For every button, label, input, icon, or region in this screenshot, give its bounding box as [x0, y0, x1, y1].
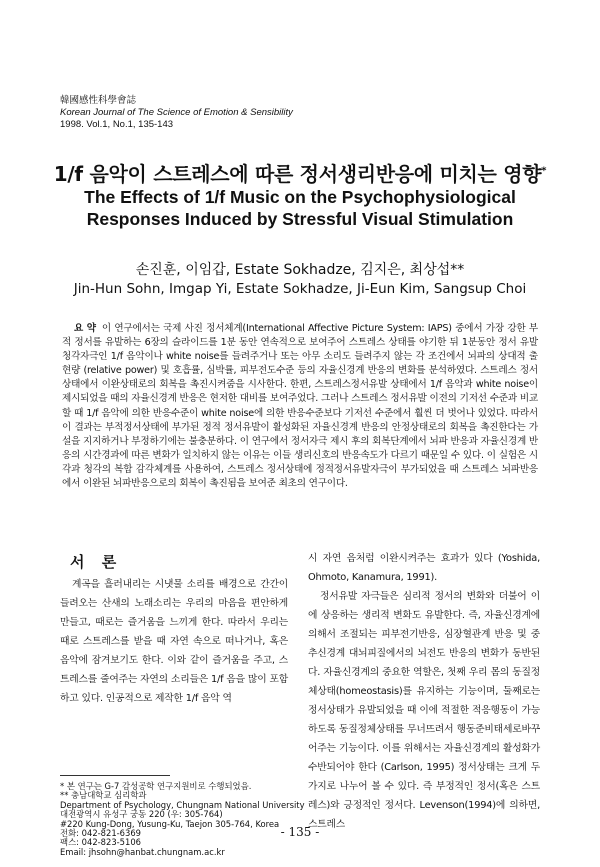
intro-paragraph-right-1: 시 자연 음처럼 이완시켜주는 효과가 있다 (Yoshida, Ohmoto, Kanamura, 1991).	[308, 553, 540, 583]
title-korean-text: 1/f 음악이 스트레스에 따른 정서생리반응에 미치는 영향	[53, 162, 542, 186]
left-column	[60, 549, 288, 708]
authors-korean: 손진훈, 이임갑, Estate Sokhadze, 김지은, 최상섭**	[135, 262, 465, 278]
authors-english: Jin-Hun Sohn, Imgap Yi, Estate Sokhadze, Ji-Eun Kim, Sangsup Choi	[73, 281, 527, 297]
abstract-text: 이 연구에서는 국제 사진 정서체계(International Affective Picture System: IAPS) 중에서 가장 강한 부적 정서를 유발하는 6장의 슬라이드를 1분 동안 연속적으로 보여주어 스트레스 상태를 야기한 뒤 1분동안 정서 유발 청각자극인 1/f 음악이나 white noise를 들려주거나 또는 아무 소리도 들려주지 않는 각 조건에서 뇌파의 상대적 출현량 (relative power) 및 호흡률, 심박률, 피부전도수준 등의 자율신경계 반응의 변화를 분석하였다. 스트레스 정서 상태에서 이완상태로의 회복을 촉진시켜줌을 시사한다. 한편, 스트레스정서유발 상태에서 1/f 음악과 white noise이 제시되었을 때의 자율신경계 반응은 현저한 대비를 보여주었다. 그러나 스트레스 정서유발 이전의 기저선 수준과 비교할 때 1/f 음악에 의한 반응수준이 white noise에 의한 반응수준보다 기저선 수준에서 훨씬 더 벗어나 있었다. 따라서 이 결과는 부적정서상태에 부가된 정적 정서유발이 활성화된 자율신경계 반응의 안정상태로의 회복을 촉진한다는 가설을 지지하거나 부정하기에는 불충분하다. 이 연구에서 정서자극 제시 후의 회복단계에서 뇌파 반응과 자율신경계 반응의 시간경과에 따른 변화가 일치하지 않는 이유는 이들 생리신호의 반응속도가 다르기 때문일 수 있다. 이 실험은 시각과 청각의 복합 감각체계를 사용하여, 스트레스 정서상태에 정적정서유발자극이 부가되었을 때 스트레스 뇌파반응에서 이완된 뇌파반응으로의 회복이 촉진됨을 보여준 최초의 연구이다.	[62, 323, 538, 490]
title-footnote-mark: *	[541, 165, 547, 177]
footnote-fax: 팩스: 042-823-5106	[60, 837, 141, 848]
page-number: - 135 -	[280, 825, 320, 839]
journal-citation: 1998. Vol.1, No.1, 135-143	[60, 119, 174, 130]
footnote-email: Email: jhsohn@hanbat.chungnam.ac.kr	[60, 846, 225, 857]
footnote-funding: * 본 연구는 G-7 감성공학 연구지원비로 수행되었음.	[60, 781, 252, 791]
abstract-label: 요 약	[74, 323, 96, 334]
footnote-department: Department of Psychology, Chungnam National University	[60, 799, 305, 810]
footnote-divider	[60, 775, 170, 776]
section-heading-introduction: 서 론	[70, 553, 123, 571]
title-english-line1: The Effects of 1/f Music on the Psychophysiological	[84, 187, 516, 207]
journal-name-english: Korean Journal of The Science of Emotion & Sensibility	[60, 107, 293, 118]
footnote-affiliation: ** 충남대학교 심리학과	[60, 790, 147, 801]
journal-header	[60, 95, 293, 131]
right-column	[308, 549, 540, 834]
footnote-phone: 전화: 042-821-6369	[60, 828, 141, 839]
title-english-line2: Responses Induced by Stressful Visual Stimulation	[86, 209, 514, 229]
footnote-address-korean: 대전광역시 유성구 궁동 220 (우: 305-764)	[60, 809, 223, 820]
intro-paragraph-left: 계곡을 흘러내리는 시냇물 소리를 배경으로 간간이 들려오는 산새의 노래소리는 우리의 마음을 편안하게 만들고, 때로는 즐거움을 느끼게 한다. 따라서 우리는 때로 스트레스를 받을 때 자연 속으로 떠나거나, 혹은 음악에 잠겨보기도 한다. 이와 같이 즐거움을 주고, 스트레스를 줄여주는 자연의 소리들은 1/f 음을 많이 포함하고 있다. 인공적으로 제작한 1/f 음악 역	[60, 579, 288, 704]
journal-name-korean: 韓國感性科學會誌	[60, 95, 137, 106]
title-korean	[0, 158, 600, 187]
intro-paragraph-right-2: 정서유발 자극들은 심리적 정서의 변화와 더불어 이에 상응하는 생리적 변화도 유발한다. 즉, 자율신경계에 의해서 조절되는 피부전기반응, 심장혈관계 반응 및 중추신경계 대뇌피질에서의 뇌전도 반응의 변화가 동반된다. 자율신경계의 중요한 역할은, 첫째 우리 몸의 동질정체상태(homeostasis)를 유지하는 기능이며, 둘째로는 정서상태가 유발되었을 때 이에 적절한 적응행동이 가능하도록 동질정체상태를 무너뜨려서 행동준비태세로바꾸어주는 기능이다. 이를 위해서는 자율신경계의 활성화가 수반되어야 한다 (Carlson, 1995) 정서상태는 크게 두 가지로 나누어 볼 수 있다. 즉 부정적인 정서(혹은 스트레스)와 긍정적인 정서다. Levenson(1994)에 의하면, 스트레스	[308, 591, 540, 830]
footnote-address-english: #220 Kung-Dong, Yusung-Ku, Taejon 305-764, Korea	[60, 818, 280, 829]
title-english	[0, 186, 600, 230]
abstract	[62, 322, 538, 491]
